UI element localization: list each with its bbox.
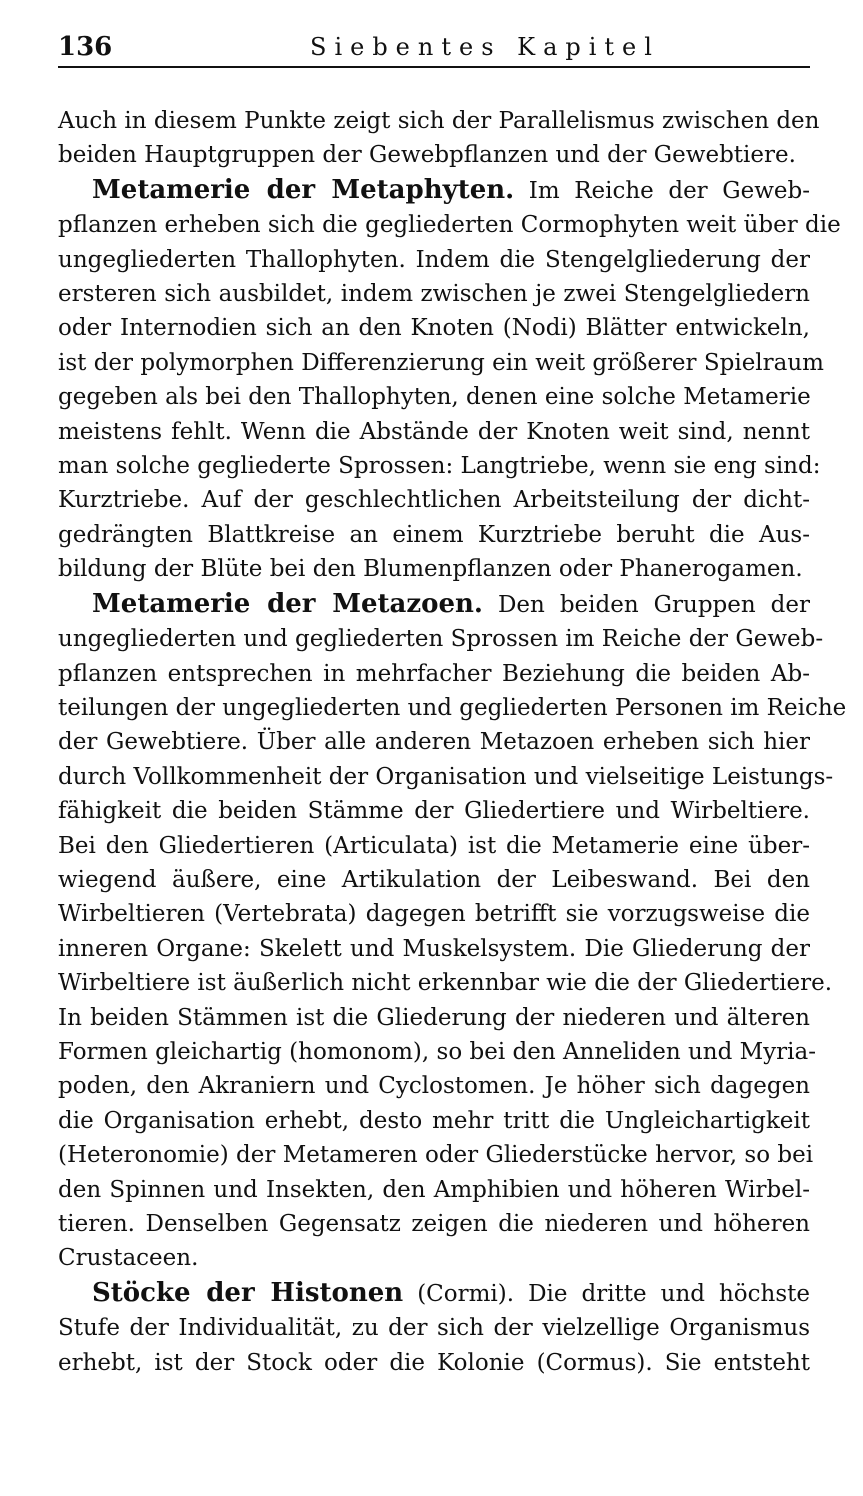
- section-heading-histonen: Stöcke der Histonen: [92, 1277, 404, 1308]
- text-line: Crustaceen.: [58, 1245, 199, 1272]
- body-text: [58, 104, 847, 1380]
- text-line: Wirbeltieren (Vertebrata) dagegen betrifft sie vorzugsweise die: [58, 901, 810, 928]
- text-line: erhebt, ist der Stock oder die Kolonie (Cormus). Sie entsteht: [58, 1349, 810, 1376]
- text-line: bildung der Blüte bei den Blumenpflanzen oder Phanerogamen.: [58, 556, 803, 583]
- text-line: pflanzen entsprechen in mehrfacher Beziehung die beiden Ab-: [58, 660, 810, 687]
- text-line: meistens fehlt. Wenn die Abstände der Knoten weit sind, nennt: [58, 418, 810, 445]
- text-line: poden, den Akraniern und Cyclostomen. Je höher sich dagegen: [58, 1073, 810, 1100]
- text-line: ersteren sich ausbildet, indem zwischen je zwei Stengelgliedern: [58, 281, 810, 308]
- section-heading-metazoen: Metamerie der Metazoen.: [92, 588, 483, 619]
- text-line: Stufe der Individualität, zu der sich der vielzellige Organismus: [58, 1315, 810, 1342]
- paragraph-first-line: [58, 587, 810, 622]
- text-line: wiegend äußere, eine Artikulation der Leibeswand. Bei den: [58, 866, 810, 893]
- text-line: Formen gleichartig (homonom), so bei den Anneliden und Myria-: [58, 1038, 817, 1065]
- text-line: teilungen der ungegliederten und gegliederten Personen im Reiche: [58, 694, 847, 721]
- section-heading-metaphyten: Metamerie der Metaphyten.: [92, 174, 515, 205]
- text-line: ist der polymorphen Differenzierung ein weit größerer Spielraum: [58, 349, 824, 376]
- text-line: ungegliederten Thallophyten. Indem die Stengelgliederung der: [58, 246, 810, 273]
- text-line: Bei den Gliedertieren (Articulata) ist die Metamerie eine über-: [58, 832, 810, 859]
- paragraph-metaphyten: [58, 173, 841, 587]
- paragraph-parallelism: [58, 104, 820, 173]
- paragraph-first-line: [58, 1276, 810, 1311]
- text-line: pflanzen erheben sich die gegliederten Cormophyten weit über die: [58, 212, 841, 239]
- text-line: durch Vollkommenheit der Organisation und vielseitige Leistungs-: [58, 763, 834, 790]
- text-line: fähigkeit die beiden Stämme der Gliedertiere und Wirbeltiere.: [58, 798, 810, 825]
- text-line: Wirbeltiere ist äußerlich nicht erkennbar wie die der Gliedertiere.: [58, 970, 833, 997]
- page-header: [58, 30, 810, 64]
- paragraph-first-line: [58, 173, 810, 208]
- text-line: die Organisation erhebt, desto mehr tritt die Ungleichartigkeit: [58, 1107, 810, 1134]
- text-line: man solche gegliederte Sprossen: Langtriebe, wenn sie eng sind:: [58, 453, 821, 480]
- text-run: (Cormi). Die dritte und höchste: [417, 1280, 810, 1307]
- text-line: oder Internodien sich an den Knoten (Nodi) Blätter entwickeln,: [58, 315, 810, 342]
- text-line: Kurztriebe. Auf der geschlechtlichen Arbeitsteilung der dicht-: [58, 487, 810, 514]
- text-line: beiden Hauptgruppen der Gewebpflanzen und der Gewebtiere.: [58, 142, 796, 169]
- text-line: tieren. Denselben Gegensatz zeigen die niederen und höheren: [58, 1211, 810, 1237]
- text-line: der Gewebtiere. Über alle anderen Metazoen erheben sich hier: [58, 729, 810, 756]
- text-line: gegeben als bei den Thallophyten, denen eine solche Metamerie: [58, 384, 811, 411]
- text-line: In beiden Stämmen ist die Gliederung der niederen und älteren: [58, 1004, 810, 1031]
- text-line: den Spinnen und Insekten, den Amphibien und höheren Wirbel-: [58, 1176, 810, 1203]
- text-run: Im Reiche der Geweb-: [528, 177, 810, 204]
- text-line: Auch in diesem Punkte zeigt sich der Parallelismus zwischen den: [58, 108, 820, 134]
- page-number: 136: [58, 32, 113, 62]
- text-line: ungegliederten und gegliederten Sprossen im Reiche der Geweb-: [58, 626, 824, 653]
- text-run: Den beiden Gruppen der: [497, 591, 811, 618]
- header-rule: [58, 66, 810, 68]
- paragraph-histonen: [58, 1276, 810, 1380]
- text-line: inneren Organe: Skelett und Muskelsystem. Die Gliederung der: [58, 935, 810, 962]
- text-line: (Heteronomie) der Metameren oder Gliederstücke hervor, so bei: [58, 1142, 814, 1169]
- text-line: gedrängten Blattkreise an einem Kurztriebe beruht die Aus-: [58, 521, 810, 548]
- paragraph-metazoen: [58, 587, 847, 1276]
- running-head: Siebentes Kapitel: [310, 33, 660, 61]
